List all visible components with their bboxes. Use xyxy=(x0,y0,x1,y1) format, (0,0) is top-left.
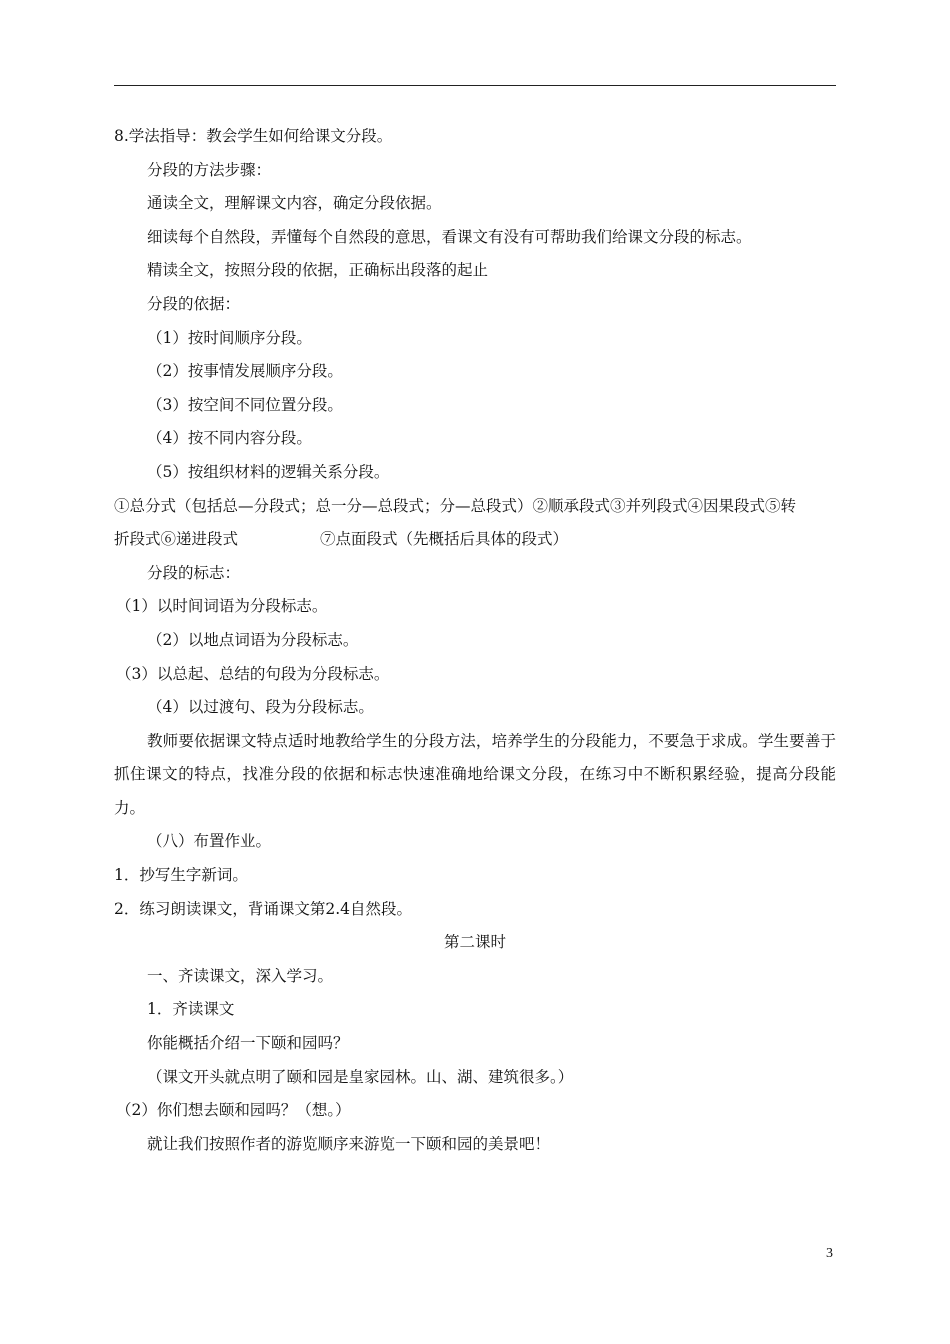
lesson-line-6: 就让我们按照作者的游览顺序来游览一下颐和园的美景吧！ xyxy=(147,1134,551,1153)
homework-item-1: 1．抄写生字新词。 xyxy=(114,866,248,885)
lesson-line-1: 一、齐读课文，深入学习。 xyxy=(147,966,334,985)
mark-item-1: （1）以时间词语为分段标志。 xyxy=(116,597,328,616)
lesson-line-5: （2）你们想去颐和园吗？（想。） xyxy=(116,1101,351,1120)
method-step-1: 通读全文，理解课文内容，确定分段依据。 xyxy=(147,194,442,213)
method-step-3: 精读全文，按照分段的依据，正确标出段落的起止 xyxy=(147,261,489,280)
lesson-line-3: 你能概括介绍一下颐和园吗？ xyxy=(147,1034,349,1053)
section-heading-study-guide: 8.学法指导：教会学生如何给课文分段。 xyxy=(114,127,393,145)
basis-item-3: （3）按空间不同位置分段。 xyxy=(147,395,343,414)
basis-item-2: （2）按事情发展顺序分段。 xyxy=(147,362,343,381)
paragraph-types-part-1: 折段式⑥递进段式 xyxy=(114,530,239,549)
header-rule xyxy=(114,85,836,86)
mark-item-2: （2）以地点词语为分段标志。 xyxy=(147,630,359,649)
method-step-2: 细读每个自然段，弄懂每个自然段的意思，看课文有没有可帮助我们给课文分段的标志。 xyxy=(147,227,752,246)
paragraph-types-line-1: ①总分式（包括总—分段式；总一分—总段式；分—总段式）②顺承段式③并列段式④因果段式⑤转 xyxy=(114,496,797,515)
document-body xyxy=(114,120,836,1161)
basis-item-5: （5）按组织材料的逻辑关系分段。 xyxy=(147,462,390,481)
basis-item-4: （4）按不同内容分段。 xyxy=(147,429,312,448)
paragraph-types-part-2: ⑦点面段式（先概括后具体的段式） xyxy=(320,530,569,549)
homework-item-2: 2．练习朗读课文，背诵课文第2.4自然段。 xyxy=(114,899,413,918)
basis-title: 分段的依据： xyxy=(147,294,241,313)
teacher-paragraph: 教师要依据课文特点适时地教给学生的分段方法，培养学生的分段能力，不要急于求成。学生要善于抓住课文的特点，找准分段的依据和标志快速准确地给课文分段，在练习中不断积累经验，提高分段能力。 xyxy=(114,731,836,817)
page-number: 3 xyxy=(826,1246,833,1261)
lesson-line-4: （课文开头就点明了颐和园是皇家园林。山、湖、建筑很多。） xyxy=(147,1067,574,1086)
lesson-title: 第二课时 xyxy=(443,933,506,952)
basis-item-1: （1）按时间顺序分段。 xyxy=(147,328,312,347)
homework-title: （八）布置作业。 xyxy=(147,832,272,851)
mark-item-3: （3）以总起、总结的句段为分段标志。 xyxy=(116,664,390,683)
method-steps-title: 分段的方法步骤： xyxy=(147,160,272,179)
lesson-line-2: 1．齐读课文 xyxy=(147,1000,235,1019)
mark-item-4: （4）以过渡句、段为分段标志。 xyxy=(147,698,374,717)
marks-title: 分段的标志： xyxy=(147,563,241,582)
paragraph-types-line-2 xyxy=(114,523,836,557)
